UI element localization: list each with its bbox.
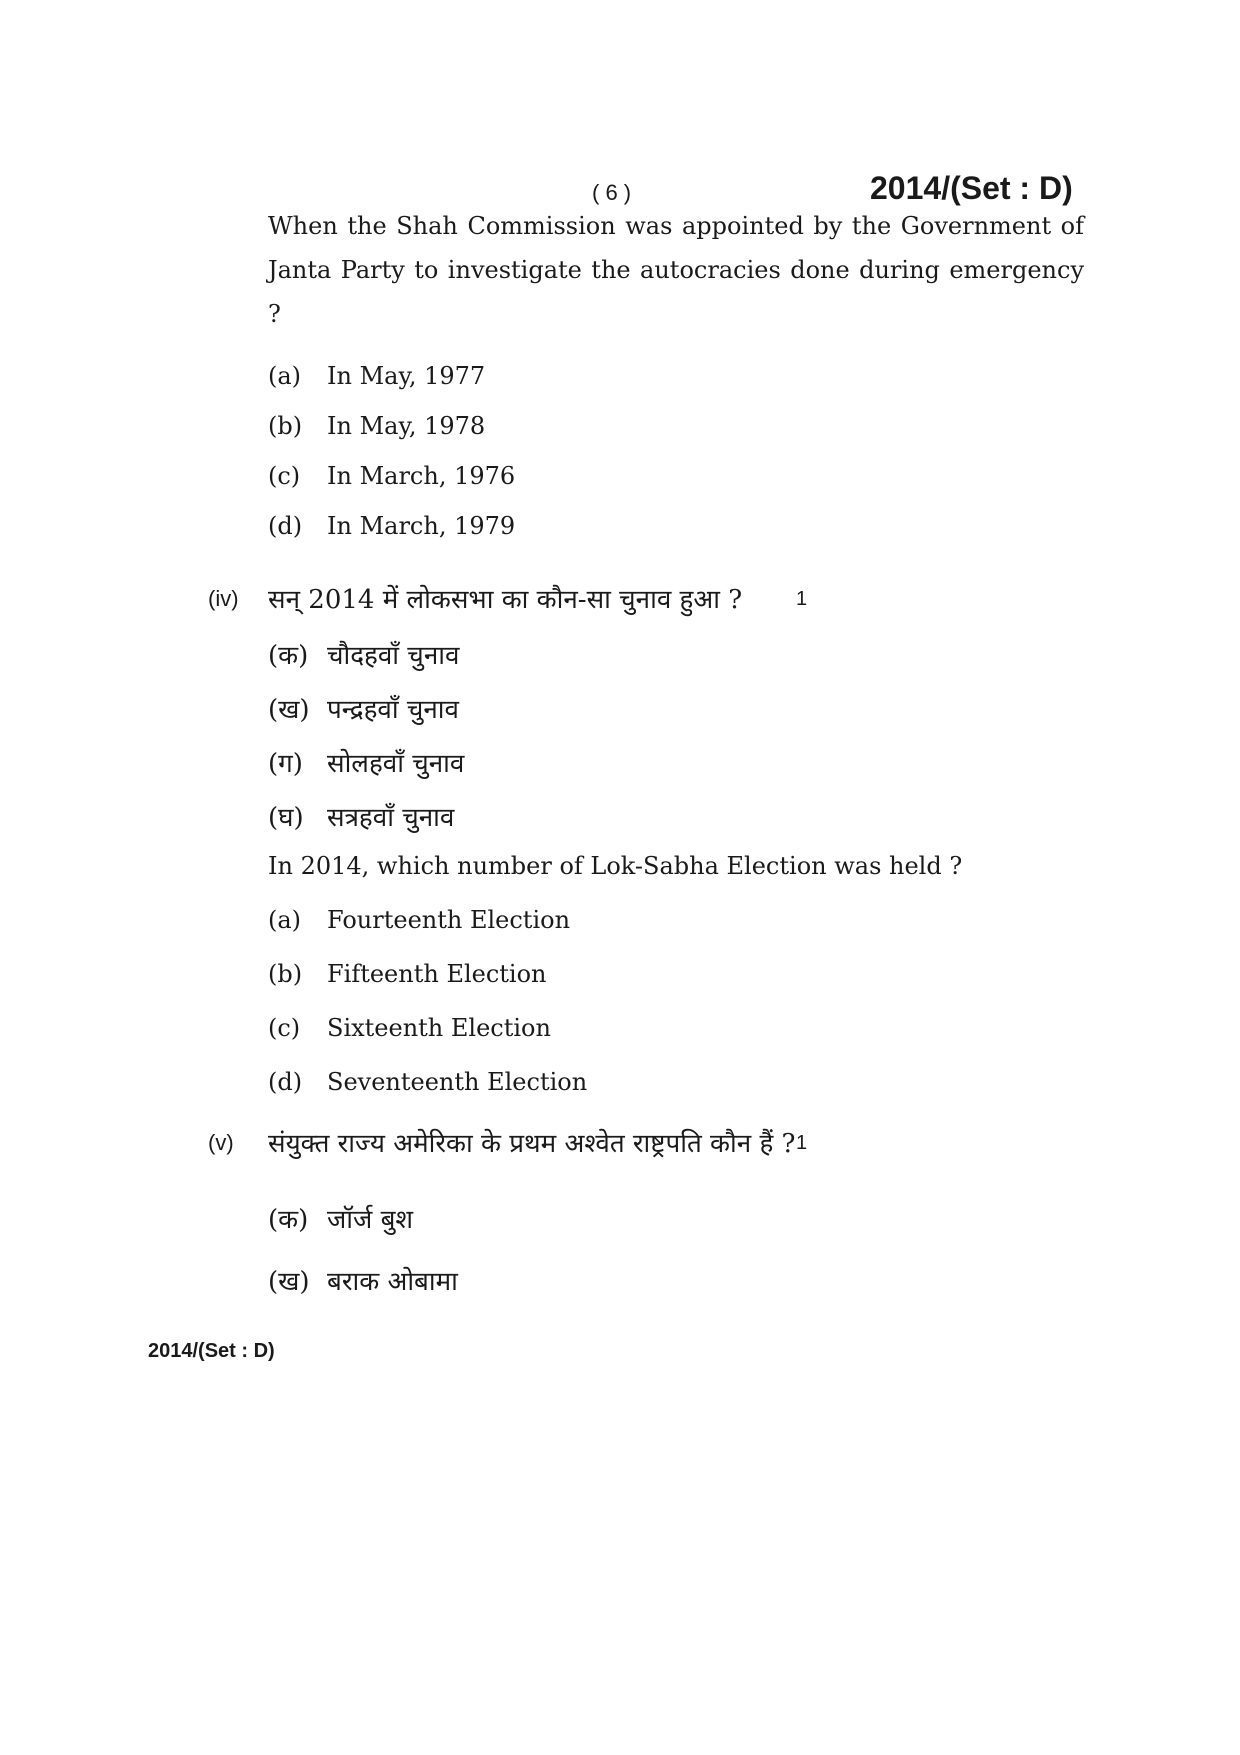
q4-option-d-text: Seventeenth Election [327, 1068, 588, 1096]
q4-option-c-text: Sixteenth Election [327, 1014, 551, 1042]
question-5-marks: 1 [796, 1132, 808, 1154]
q3-option-b-label: (b) [268, 412, 303, 440]
q5-hindi-option-2-text: बराक ओबामा [327, 1267, 458, 1297]
question-4-english-text: In 2014, which number of Lok-Sabha Election was held ? [268, 852, 963, 880]
q3-option-c-label: (c) [268, 462, 301, 490]
question-5-number: (v) [208, 1130, 234, 1155]
q3-option-d-label: (d) [268, 512, 303, 540]
q4-hindi-option-1-label: (क) [268, 641, 309, 671]
q4-hindi-option-2-text: पन्द्रहवाँ चुनाव [327, 695, 459, 725]
q4-option-c-label: (c) [268, 1014, 301, 1042]
q5-hindi-option-2-label: (ख) [268, 1267, 310, 1297]
q4-option-b-label: (b) [268, 960, 303, 988]
q3-option-a-text: In May, 1977 [327, 362, 486, 390]
q4-hindi-option-4-text: सत्रहवाँ चुनाव [327, 803, 455, 833]
q4-option-a-text: Fourteenth Election [327, 906, 571, 934]
q3-option-b-text: In May, 1978 [327, 412, 486, 440]
question-3-english-text: When the Shah Commission was appointed by the Government of Janta Party to investigate the autocracies done during emergency ? [268, 212, 1084, 328]
set-code-header: 2014/(Set : D) [870, 170, 1073, 206]
question-5-hindi-text: संयुक्त राज्य अमेरिका के प्रथम अश्वेत राष्ट्रपति कौन हैं ? [268, 1129, 796, 1159]
q4-option-a-label: (a) [268, 906, 302, 934]
q5-hindi-option-1-label: (क) [268, 1205, 309, 1235]
q4-hindi-option-3-label: (ग) [268, 749, 303, 779]
q5-hindi-option-1-text: जॉर्ज बुश [327, 1205, 414, 1235]
q4-option-d-label: (d) [268, 1068, 303, 1096]
q3-option-c-text: In March, 1976 [327, 462, 516, 490]
question-4-number: (iv) [208, 586, 239, 611]
q4-hindi-option-2-label: (ख) [268, 695, 310, 725]
q4-option-b-text: Fifteenth Election [327, 960, 547, 988]
q4-hindi-option-4-label: (घ) [268, 803, 304, 833]
q4-hindi-option-1-text: चौदहवाँ चुनाव [327, 641, 460, 671]
question-3-english-line [268, 204, 1084, 336]
q3-option-a-label: (a) [268, 362, 302, 390]
page-number: ( 6 ) [592, 180, 632, 205]
q4-hindi-option-3-text: सोलहवाँ चुनाव [327, 749, 465, 779]
q3-option-d-text: In March, 1979 [327, 512, 516, 540]
question-4-marks: 1 [796, 588, 808, 610]
set-code-footer: 2014/(Set : D) [148, 1340, 275, 1362]
question-4-hindi-text: सन् 2014 में लोकसभा का कौन-सा चुनाव हुआ ? [268, 585, 743, 615]
